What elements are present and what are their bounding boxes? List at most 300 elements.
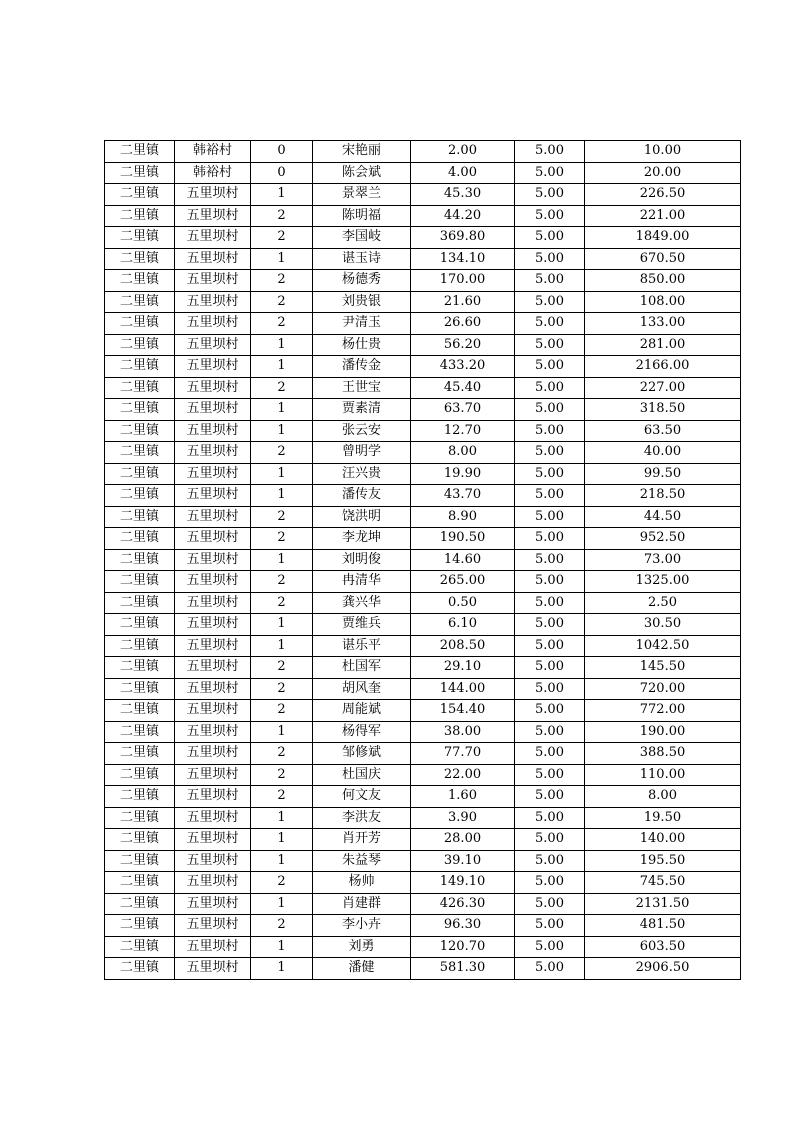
table-row [105,334,741,356]
town-cell: 二里镇 [105,248,175,270]
name-cell: 王世宝 [313,377,411,399]
town-cell: 二里镇 [105,141,175,163]
category-cell: 1 [251,614,313,636]
town-cell: 二里镇 [105,829,175,851]
amount-cell: 2.50 [585,592,741,614]
town-cell: 二里镇 [105,377,175,399]
table-row [105,614,741,636]
table-row [105,442,741,464]
rate-cell: 5.00 [515,850,585,872]
town-cell: 二里镇 [105,506,175,528]
amount-cell: 281.00 [585,334,741,356]
village-cell: 五里坝村 [175,291,251,313]
category-cell: 1 [251,399,313,421]
amount-cell: 388.50 [585,743,741,765]
town-cell: 二里镇 [105,313,175,335]
town-cell: 二里镇 [105,700,175,722]
name-cell: 李小卉 [313,915,411,937]
category-cell: 0 [251,141,313,163]
category-cell: 2 [251,227,313,249]
amount-cell: 603.50 [585,936,741,958]
table-row [105,958,741,980]
quantity-cell: 45.30 [411,184,515,206]
village-cell: 五里坝村 [175,571,251,593]
name-cell: 李国岐 [313,227,411,249]
town-cell: 二里镇 [105,184,175,206]
name-cell: 刘明俊 [313,549,411,571]
town-cell: 二里镇 [105,743,175,765]
village-cell: 五里坝村 [175,442,251,464]
name-cell: 潘传金 [313,356,411,378]
town-cell: 二里镇 [105,893,175,915]
village-cell: 五里坝村 [175,829,251,851]
quantity-cell: 77.70 [411,743,515,765]
table-row [105,915,741,937]
town-cell: 二里镇 [105,721,175,743]
category-cell: 2 [251,205,313,227]
name-cell: 杨仕贵 [313,334,411,356]
village-cell: 五里坝村 [175,399,251,421]
name-cell: 陈明福 [313,205,411,227]
amount-cell: 19.50 [585,807,741,829]
table-row [105,635,741,657]
amount-cell: 73.00 [585,549,741,571]
amount-cell: 2166.00 [585,356,741,378]
name-cell: 潘健 [313,958,411,980]
table-row [105,807,741,829]
rate-cell: 5.00 [515,356,585,378]
category-cell: 2 [251,915,313,937]
quantity-cell: 120.70 [411,936,515,958]
amount-cell: 1042.50 [585,635,741,657]
table-row [105,571,741,593]
category-cell: 1 [251,485,313,507]
table-row [105,743,741,765]
amount-cell: 850.00 [585,270,741,292]
table-row [105,184,741,206]
table-row [105,162,741,184]
quantity-cell: 12.70 [411,420,515,442]
quantity-cell: 149.10 [411,872,515,894]
name-cell: 朱益琴 [313,850,411,872]
category-cell: 1 [251,635,313,657]
town-cell: 二里镇 [105,657,175,679]
village-cell: 五里坝村 [175,270,251,292]
amount-cell: 63.50 [585,420,741,442]
village-cell: 五里坝村 [175,420,251,442]
village-cell: 五里坝村 [175,700,251,722]
name-cell: 肖建群 [313,893,411,915]
town-cell: 二里镇 [105,592,175,614]
town-cell: 二里镇 [105,936,175,958]
name-cell: 贾维兵 [313,614,411,636]
quantity-cell: 144.00 [411,678,515,700]
village-cell: 五里坝村 [175,936,251,958]
table-row [105,248,741,270]
category-cell: 2 [251,291,313,313]
amount-cell: 20.00 [585,162,741,184]
village-cell: 韩裕村 [175,162,251,184]
rate-cell: 5.00 [515,700,585,722]
town-cell: 二里镇 [105,850,175,872]
name-cell: 饶洪明 [313,506,411,528]
name-cell: 何文友 [313,786,411,808]
rate-cell: 5.00 [515,592,585,614]
rate-cell: 5.00 [515,463,585,485]
name-cell: 谌玉诗 [313,248,411,270]
name-cell: 肖开芳 [313,829,411,851]
quantity-cell: 154.40 [411,700,515,722]
table-row [105,764,741,786]
category-cell: 1 [251,936,313,958]
rate-cell: 5.00 [515,291,585,313]
quantity-cell: 63.70 [411,399,515,421]
rate-cell: 5.00 [515,678,585,700]
village-cell: 五里坝村 [175,377,251,399]
quantity-cell: 208.50 [411,635,515,657]
category-cell: 1 [251,420,313,442]
amount-cell: 1325.00 [585,571,741,593]
rate-cell: 5.00 [515,506,585,528]
village-cell: 五里坝村 [175,657,251,679]
quantity-cell: 14.60 [411,549,515,571]
village-cell: 五里坝村 [175,958,251,980]
town-cell: 二里镇 [105,356,175,378]
quantity-cell: 56.20 [411,334,515,356]
rate-cell: 5.00 [515,764,585,786]
village-cell: 韩裕村 [175,141,251,163]
category-cell: 1 [251,184,313,206]
name-cell: 李龙坤 [313,528,411,550]
name-cell: 杜国军 [313,657,411,679]
table-row [105,205,741,227]
category-cell: 2 [251,377,313,399]
amount-cell: 218.50 [585,485,741,507]
town-cell: 二里镇 [105,399,175,421]
quantity-cell: 190.50 [411,528,515,550]
quantity-cell: 26.60 [411,313,515,335]
table-row [105,270,741,292]
town-cell: 二里镇 [105,635,175,657]
table-row [105,657,741,679]
category-cell: 0 [251,162,313,184]
quantity-cell: 45.40 [411,377,515,399]
village-cell: 五里坝村 [175,807,251,829]
quantity-cell: 170.00 [411,270,515,292]
rate-cell: 5.00 [515,227,585,249]
amount-cell: 745.50 [585,872,741,894]
table-row [105,786,741,808]
amount-cell: 226.50 [585,184,741,206]
table-body [105,141,741,980]
village-cell: 五里坝村 [175,184,251,206]
rate-cell: 5.00 [515,635,585,657]
amount-cell: 140.00 [585,829,741,851]
quantity-cell: 8.00 [411,442,515,464]
village-cell: 五里坝村 [175,721,251,743]
category-cell: 2 [251,872,313,894]
name-cell: 杜国庆 [313,764,411,786]
village-cell: 五里坝村 [175,786,251,808]
amount-cell: 952.50 [585,528,741,550]
amount-cell: 195.50 [585,850,741,872]
table-row [105,850,741,872]
category-cell: 1 [251,334,313,356]
amount-cell: 133.00 [585,313,741,335]
name-cell: 杨得军 [313,721,411,743]
table-row [105,227,741,249]
rate-cell: 5.00 [515,420,585,442]
village-cell: 五里坝村 [175,850,251,872]
category-cell: 1 [251,807,313,829]
rate-cell: 5.00 [515,958,585,980]
category-cell: 1 [251,829,313,851]
quantity-cell: 369.80 [411,227,515,249]
town-cell: 二里镇 [105,227,175,249]
town-cell: 二里镇 [105,291,175,313]
rate-cell: 5.00 [515,377,585,399]
rate-cell: 5.00 [515,184,585,206]
town-cell: 二里镇 [105,571,175,593]
name-cell: 邹修斌 [313,743,411,765]
quantity-cell: 0.50 [411,592,515,614]
amount-cell: 30.50 [585,614,741,636]
amount-cell: 145.50 [585,657,741,679]
amount-cell: 99.50 [585,463,741,485]
rate-cell: 5.00 [515,721,585,743]
rate-cell: 5.00 [515,485,585,507]
village-cell: 五里坝村 [175,614,251,636]
village-cell: 五里坝村 [175,356,251,378]
category-cell: 2 [251,657,313,679]
category-cell: 1 [251,850,313,872]
rate-cell: 5.00 [515,248,585,270]
name-cell: 陈会斌 [313,162,411,184]
rate-cell: 5.00 [515,442,585,464]
village-cell: 五里坝村 [175,549,251,571]
rate-cell: 5.00 [515,270,585,292]
village-cell: 五里坝村 [175,872,251,894]
village-cell: 五里坝村 [175,743,251,765]
rate-cell: 5.00 [515,915,585,937]
name-cell: 龚兴华 [313,592,411,614]
village-cell: 五里坝村 [175,205,251,227]
amount-cell: 44.50 [585,506,741,528]
table-row [105,506,741,528]
table-row [105,936,741,958]
amount-cell: 670.50 [585,248,741,270]
category-cell: 2 [251,571,313,593]
amount-cell: 221.00 [585,205,741,227]
name-cell: 刘贵银 [313,291,411,313]
town-cell: 二里镇 [105,205,175,227]
village-cell: 五里坝村 [175,592,251,614]
table-row [105,721,741,743]
quantity-cell: 96.30 [411,915,515,937]
rate-cell: 5.00 [515,528,585,550]
rate-cell: 5.00 [515,162,585,184]
name-cell: 潘传友 [313,485,411,507]
quantity-cell: 29.10 [411,657,515,679]
rate-cell: 5.00 [515,786,585,808]
category-cell: 2 [251,743,313,765]
quantity-cell: 426.30 [411,893,515,915]
table-row [105,872,741,894]
rate-cell: 5.00 [515,614,585,636]
quantity-cell: 22.00 [411,764,515,786]
village-cell: 五里坝村 [175,485,251,507]
quantity-cell: 581.30 [411,958,515,980]
category-cell: 2 [251,442,313,464]
table-row [105,463,741,485]
table-row [105,377,741,399]
amount-cell: 481.50 [585,915,741,937]
category-cell: 2 [251,592,313,614]
name-cell: 周能斌 [313,700,411,722]
town-cell: 二里镇 [105,614,175,636]
village-cell: 五里坝村 [175,463,251,485]
village-cell: 五里坝村 [175,893,251,915]
category-cell: 1 [251,356,313,378]
amount-cell: 8.00 [585,786,741,808]
town-cell: 二里镇 [105,549,175,571]
rate-cell: 5.00 [515,571,585,593]
quantity-cell: 134.10 [411,248,515,270]
rate-cell: 5.00 [515,893,585,915]
name-cell: 贾素清 [313,399,411,421]
town-cell: 二里镇 [105,872,175,894]
rate-cell: 5.00 [515,807,585,829]
category-cell: 2 [251,700,313,722]
town-cell: 二里镇 [105,463,175,485]
village-cell: 五里坝村 [175,227,251,249]
table-row [105,313,741,335]
category-cell: 2 [251,270,313,292]
town-cell: 二里镇 [105,420,175,442]
quantity-cell: 39.10 [411,850,515,872]
category-cell: 1 [251,463,313,485]
rate-cell: 5.00 [515,141,585,163]
village-cell: 五里坝村 [175,506,251,528]
quantity-cell: 6.10 [411,614,515,636]
quantity-cell: 3.90 [411,807,515,829]
name-cell: 景翠兰 [313,184,411,206]
table-row [105,829,741,851]
village-cell: 五里坝村 [175,915,251,937]
amount-cell: 1849.00 [585,227,741,249]
name-cell: 宋艳丽 [313,141,411,163]
town-cell: 二里镇 [105,786,175,808]
table-row [105,592,741,614]
town-cell: 二里镇 [105,334,175,356]
town-cell: 二里镇 [105,958,175,980]
town-cell: 二里镇 [105,485,175,507]
rate-cell: 5.00 [515,313,585,335]
rate-cell: 5.00 [515,549,585,571]
table-row [105,678,741,700]
category-cell: 2 [251,786,313,808]
village-cell: 五里坝村 [175,334,251,356]
rate-cell: 5.00 [515,205,585,227]
name-cell: 刘勇 [313,936,411,958]
quantity-cell: 44.20 [411,205,515,227]
table-row [105,893,741,915]
quantity-cell: 8.90 [411,506,515,528]
name-cell: 杨德秀 [313,270,411,292]
rate-cell: 5.00 [515,657,585,679]
village-cell: 五里坝村 [175,248,251,270]
rate-cell: 5.00 [515,334,585,356]
amount-cell: 40.00 [585,442,741,464]
quantity-cell: 43.70 [411,485,515,507]
name-cell: 谌乐平 [313,635,411,657]
town-cell: 二里镇 [105,528,175,550]
category-cell: 2 [251,528,313,550]
town-cell: 二里镇 [105,442,175,464]
quantity-cell: 19.90 [411,463,515,485]
amount-cell: 2906.50 [585,958,741,980]
table-row [105,700,741,722]
name-cell: 杨帅 [313,872,411,894]
quantity-cell: 21.60 [411,291,515,313]
name-cell: 冉清华 [313,571,411,593]
quantity-cell: 433.20 [411,356,515,378]
village-cell: 五里坝村 [175,764,251,786]
quantity-cell: 28.00 [411,829,515,851]
rate-cell: 5.00 [515,399,585,421]
name-cell: 胡风奎 [313,678,411,700]
town-cell: 二里镇 [105,807,175,829]
table-row [105,356,741,378]
rate-cell: 5.00 [515,743,585,765]
table-row [105,549,741,571]
quantity-cell: 1.60 [411,786,515,808]
table-row [105,528,741,550]
category-cell: 1 [251,721,313,743]
village-cell: 五里坝村 [175,635,251,657]
name-cell: 张云安 [313,420,411,442]
town-cell: 二里镇 [105,764,175,786]
category-cell: 1 [251,549,313,571]
name-cell: 尹清玉 [313,313,411,335]
village-cell: 五里坝村 [175,313,251,335]
table-row [105,420,741,442]
village-cell: 五里坝村 [175,678,251,700]
name-cell: 李洪友 [313,807,411,829]
village-cell: 五里坝村 [175,528,251,550]
quantity-cell: 265.00 [411,571,515,593]
table-row [105,141,741,163]
category-cell: 2 [251,313,313,335]
amount-cell: 110.00 [585,764,741,786]
town-cell: 二里镇 [105,915,175,937]
amount-cell: 190.00 [585,721,741,743]
table-row [105,399,741,421]
town-cell: 二里镇 [105,678,175,700]
table-row [105,485,741,507]
rate-cell: 5.00 [515,936,585,958]
amount-cell: 227.00 [585,377,741,399]
name-cell: 汪兴贵 [313,463,411,485]
table-row [105,291,741,313]
town-cell: 二里镇 [105,162,175,184]
quantity-cell: 4.00 [411,162,515,184]
amount-cell: 10.00 [585,141,741,163]
rate-cell: 5.00 [515,872,585,894]
category-cell: 2 [251,764,313,786]
category-cell: 2 [251,506,313,528]
rate-cell: 5.00 [515,829,585,851]
